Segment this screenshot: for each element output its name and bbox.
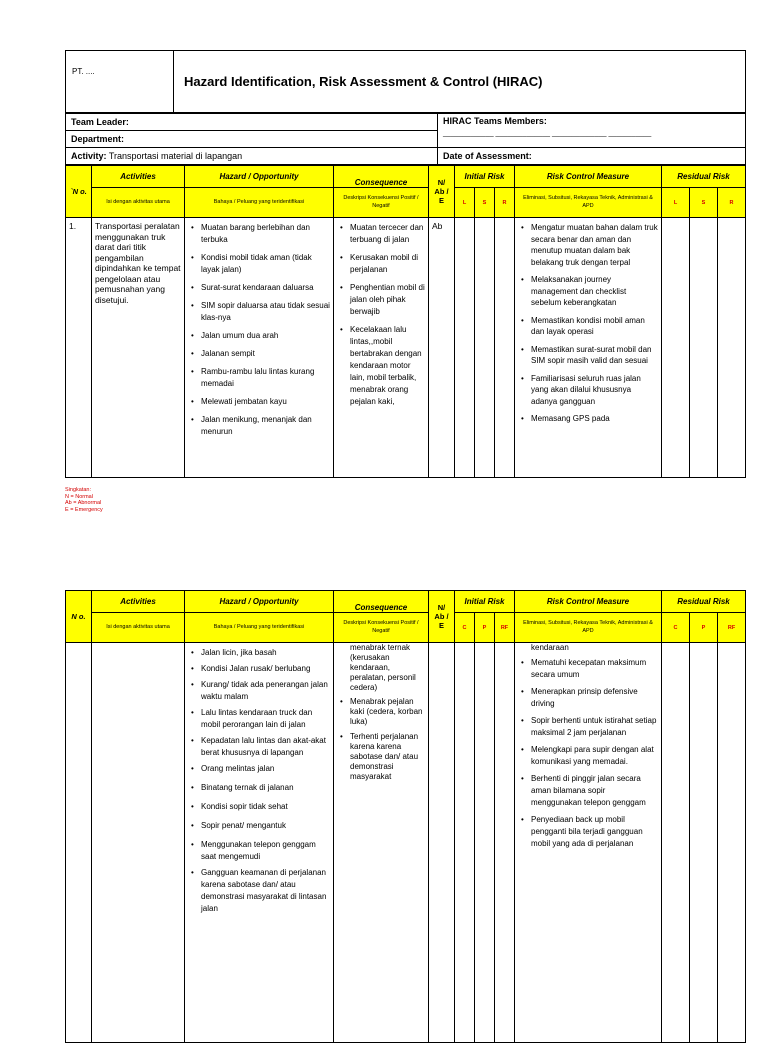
list-item: • Menabrak pejalan kaki (cedera, korban luka) bbox=[350, 697, 425, 727]
hirac-table-1 bbox=[65, 165, 746, 478]
consequence-cell bbox=[334, 218, 429, 478]
col-initial-s: S bbox=[475, 188, 495, 218]
activity-cell bbox=[92, 643, 185, 1043]
residual-l-cell bbox=[662, 218, 690, 478]
col-residual-p: P bbox=[690, 613, 718, 643]
residual-s-cell bbox=[690, 218, 718, 478]
list-item: • Mematuhi kecepatan maksimum secara umum bbox=[531, 657, 658, 681]
control-list bbox=[518, 657, 658, 850]
col-header-control: Risk Control Measure bbox=[515, 591, 662, 613]
list-item: • Jalanan sempit bbox=[201, 348, 330, 360]
col-initial-l: L bbox=[455, 188, 475, 218]
col-header-no: N o. bbox=[66, 591, 92, 643]
col-header-hazard: Hazard / Opportunity bbox=[185, 591, 334, 613]
col-sub-consequence: Deskripsi Konsekuensi Positif / Negatif bbox=[334, 613, 429, 643]
col-residual-s: S bbox=[690, 188, 718, 218]
row-number: 1. bbox=[66, 218, 92, 478]
col-header-residual-risk: Residual Risk bbox=[662, 591, 746, 613]
list-item: • Melengkapi para supir dengan alat komunikasi yang memadai. bbox=[531, 744, 658, 768]
list-item: • Familiarisasi seluruh ruas jalan yang akan dilalui khususnya adanya gangguan bbox=[531, 373, 658, 408]
col-header-residual-risk: Residual Risk bbox=[662, 166, 746, 188]
list-item: • Memastikan surat-surat mobil dan SIM sopir masih valid dan sesuai bbox=[531, 344, 658, 367]
members-blank-lines: _____________ ______________ ______________ ___________ bbox=[443, 130, 652, 137]
list-item: • Memastikan kondisi mobil aman dan layak operasi bbox=[531, 315, 658, 338]
col-header-nabe: N/ Ab / E bbox=[429, 166, 455, 218]
col-sub-hazard: Bahaya / Peluang yang teridentifikasi bbox=[185, 188, 334, 218]
col-header-initial-risk: Initial Risk bbox=[455, 166, 515, 188]
document-title: Hazard Identification, Risk Assessment & Control (HIRAC) bbox=[174, 51, 746, 113]
department-field: Department: bbox=[66, 131, 438, 148]
company-name: PT. .... bbox=[66, 51, 174, 113]
initial-p-cell bbox=[475, 643, 495, 1043]
col-initial-c: C bbox=[455, 613, 475, 643]
consequence-cell bbox=[334, 643, 429, 1043]
list-item: • Penghentian mobil di jalan oleh pihak berwajib bbox=[350, 282, 425, 318]
initial-rf-cell bbox=[495, 643, 515, 1043]
table-row bbox=[66, 218, 746, 478]
list-item: • Kondisi mobil tidak aman (tidak layak jalan) bbox=[201, 252, 330, 276]
list-item: • Kecelakaan lalu lintas,,mobil bertabrakan dengan kendaraan motor lain, mobil terbalik, menabrak orang pejalan kaki, bbox=[350, 324, 425, 408]
abbreviation-notes bbox=[65, 487, 103, 513]
col-sub-consequence: Deskripsi Konsekuensi Positif / Negatif bbox=[334, 188, 429, 218]
nabe-cell: Ab bbox=[429, 218, 455, 478]
hirac-form-page-2 bbox=[65, 590, 745, 1043]
col-header-nabe: N/ Ab / E bbox=[429, 591, 455, 643]
list-item: • Menerapkan prinsip defensive driving bbox=[531, 686, 658, 710]
hirac-header-table bbox=[65, 50, 746, 113]
list-item: • SIM sopir daluarsa atau tidak sesuai klas-nya bbox=[201, 300, 330, 324]
list-item: • Orang melintas jalan bbox=[201, 763, 330, 775]
col-header-hazard: Hazard / Opportunity bbox=[185, 166, 334, 188]
col-initial-rf: RF bbox=[495, 613, 515, 643]
consequence-list bbox=[337, 697, 425, 782]
initial-s-cell bbox=[475, 218, 495, 478]
hazard-list bbox=[188, 647, 330, 915]
consequence-list bbox=[337, 222, 425, 408]
col-sub-activities: Isi dengan aktivitas utama bbox=[92, 613, 185, 643]
control-list bbox=[518, 222, 658, 425]
col-residual-r: R bbox=[718, 188, 746, 218]
hirac-form-page-1 bbox=[65, 50, 745, 478]
nabe-cell bbox=[429, 643, 455, 1043]
list-item: • Jalan umum dua arah bbox=[201, 330, 330, 342]
col-header-activities: Activities bbox=[92, 166, 185, 188]
notes-line: N = Normal bbox=[65, 493, 93, 500]
list-item: • Memasang GPS pada bbox=[531, 413, 658, 425]
list-item: • Kurang/ tidak ada penerangan jalan waktu malam bbox=[201, 679, 330, 703]
col-residual-rf: RF bbox=[718, 613, 746, 643]
col-initial-p: P bbox=[475, 613, 495, 643]
activity-field: Activity: Transportasi material di lapangan bbox=[66, 148, 438, 165]
col-sub-hazard: Bahaya / Peluang yang teridentifikasi bbox=[185, 613, 334, 643]
list-item: • Binatang ternak di jalanan bbox=[201, 782, 330, 794]
list-item: • Surat-surat kendaraan daluarsa bbox=[201, 282, 330, 294]
list-item: • Menggunakan telepon genggam saat mengemudi bbox=[201, 839, 330, 863]
col-header-no: `N o. bbox=[66, 166, 92, 218]
list-item: • Jalan menikung, menanjak dan menurun bbox=[201, 414, 330, 438]
list-item: • Terhenti perjalanan karena karena sabotase dan/ atau demonstrasi masyarakat bbox=[350, 732, 425, 782]
col-header-initial-risk: Initial Risk bbox=[455, 591, 515, 613]
consequence-continuation: menabrak ternak (kerusakan kendaraan, peralatan, personil cedera) bbox=[350, 643, 416, 692]
list-item: • Kerusakan mobil di perjalanan bbox=[350, 252, 425, 276]
col-initial-r: R bbox=[495, 188, 515, 218]
hazard-cell bbox=[185, 643, 334, 1043]
team-members-field: HIRAC Teams Members: _____________ ______________ ______________ ___________ bbox=[438, 114, 746, 148]
residual-c-cell bbox=[662, 643, 690, 1043]
notes-title: Singkatan: bbox=[65, 487, 91, 493]
list-item: • Rambu-rambu lalu lintas kurang memadai bbox=[201, 366, 330, 390]
col-residual-l: L bbox=[662, 188, 690, 218]
residual-r-cell bbox=[718, 218, 746, 478]
col-header-activities: Activities bbox=[92, 591, 185, 613]
col-sub-activities: Isi dengan aktivitas utama bbox=[92, 188, 185, 218]
list-item: • Mengatur muatan bahan dalam truk secara benar dan aman dan menutup muatan dalam bak belakang truk dengan terpal bbox=[531, 222, 658, 268]
control-continuation: kendaraan bbox=[531, 643, 569, 652]
col-header-consequence: Consequence bbox=[334, 591, 429, 613]
col-sub-control: Eliminasi, Subsitusi, Rekayasa Teknik, Administrasi & APD bbox=[515, 188, 662, 218]
team-leader-field: Team Leader: bbox=[66, 114, 438, 131]
list-item: • Gangguan keamanan di perjalanan karena sabotase dan/ atau demonstrasi masyarakat di lintasan jalan bbox=[201, 867, 330, 915]
residual-rf-cell bbox=[718, 643, 746, 1043]
list-item: • Melaksanakan journey management dan checklist sebelum keberangkatan bbox=[531, 274, 658, 309]
col-residual-c: C bbox=[662, 613, 690, 643]
col-header-consequence: Consequence bbox=[334, 166, 429, 188]
list-item: • Melewati jembatan kayu bbox=[201, 396, 330, 408]
initial-l-cell bbox=[455, 218, 475, 478]
activity-value: Transportasi material di lapangan bbox=[108, 151, 243, 161]
table-row bbox=[66, 643, 746, 1043]
list-item: • Jalan licin, jika basah bbox=[201, 647, 330, 659]
hazard-cell bbox=[185, 218, 334, 478]
row-number bbox=[66, 643, 92, 1043]
hirac-table-2 bbox=[65, 590, 746, 1043]
list-item: • Sopir berhenti untuk istirahat setiap maksimal 2 jam perjalanan bbox=[531, 715, 658, 739]
col-sub-control: Eliminasi, Subsitusi, Rekayasa Teknik, Administrasi & APD bbox=[515, 613, 662, 643]
list-item: • Muatan tercecer dan terbuang di jalan bbox=[350, 222, 425, 246]
hazard-list bbox=[188, 222, 330, 438]
list-item: • Kepadatan lalu lintas dan akat-akat berat khususnya di lapangan bbox=[201, 735, 330, 759]
control-cell bbox=[515, 218, 662, 478]
list-item: • Muatan barang berlebihan dan terbuka bbox=[201, 222, 330, 246]
list-item: • Sopir penat/ mengantuk bbox=[201, 820, 330, 832]
hirac-info-table bbox=[65, 113, 746, 165]
col-header-control: Risk Control Measure bbox=[515, 166, 662, 188]
activity-cell: Transportasi peralatan menggunakan truk darat dari titik pengambilan dipindahkan ke tempat pengelolaan atau pemusnahan yang disetujui. bbox=[92, 218, 185, 478]
initial-c-cell bbox=[455, 643, 475, 1043]
list-item: • Kondisi Jalan rusak/ berlubang bbox=[201, 663, 330, 675]
notes-line: Ab = Abnormal bbox=[65, 500, 102, 506]
residual-p-cell bbox=[690, 643, 718, 1043]
initial-r-cell bbox=[495, 218, 515, 478]
list-item: • Penyediaan back up mobil pengganti bila terjadi gangguan mobil yang ada di perjalanan bbox=[531, 814, 658, 850]
list-item: • Lalu lintas kendaraan truck dan mobil perorangan lain di jalan bbox=[201, 707, 330, 731]
date-assessment-field: Date of Assessment: bbox=[438, 148, 746, 165]
list-item: • Berhenti di pinggir jalan secara aman bilamana sopir menggunakan telepon genggam bbox=[531, 773, 658, 809]
list-item: • Kondisi sopir tidak sehat bbox=[201, 801, 330, 813]
control-cell bbox=[515, 643, 662, 1043]
notes-line: E = Emergency bbox=[65, 506, 103, 513]
